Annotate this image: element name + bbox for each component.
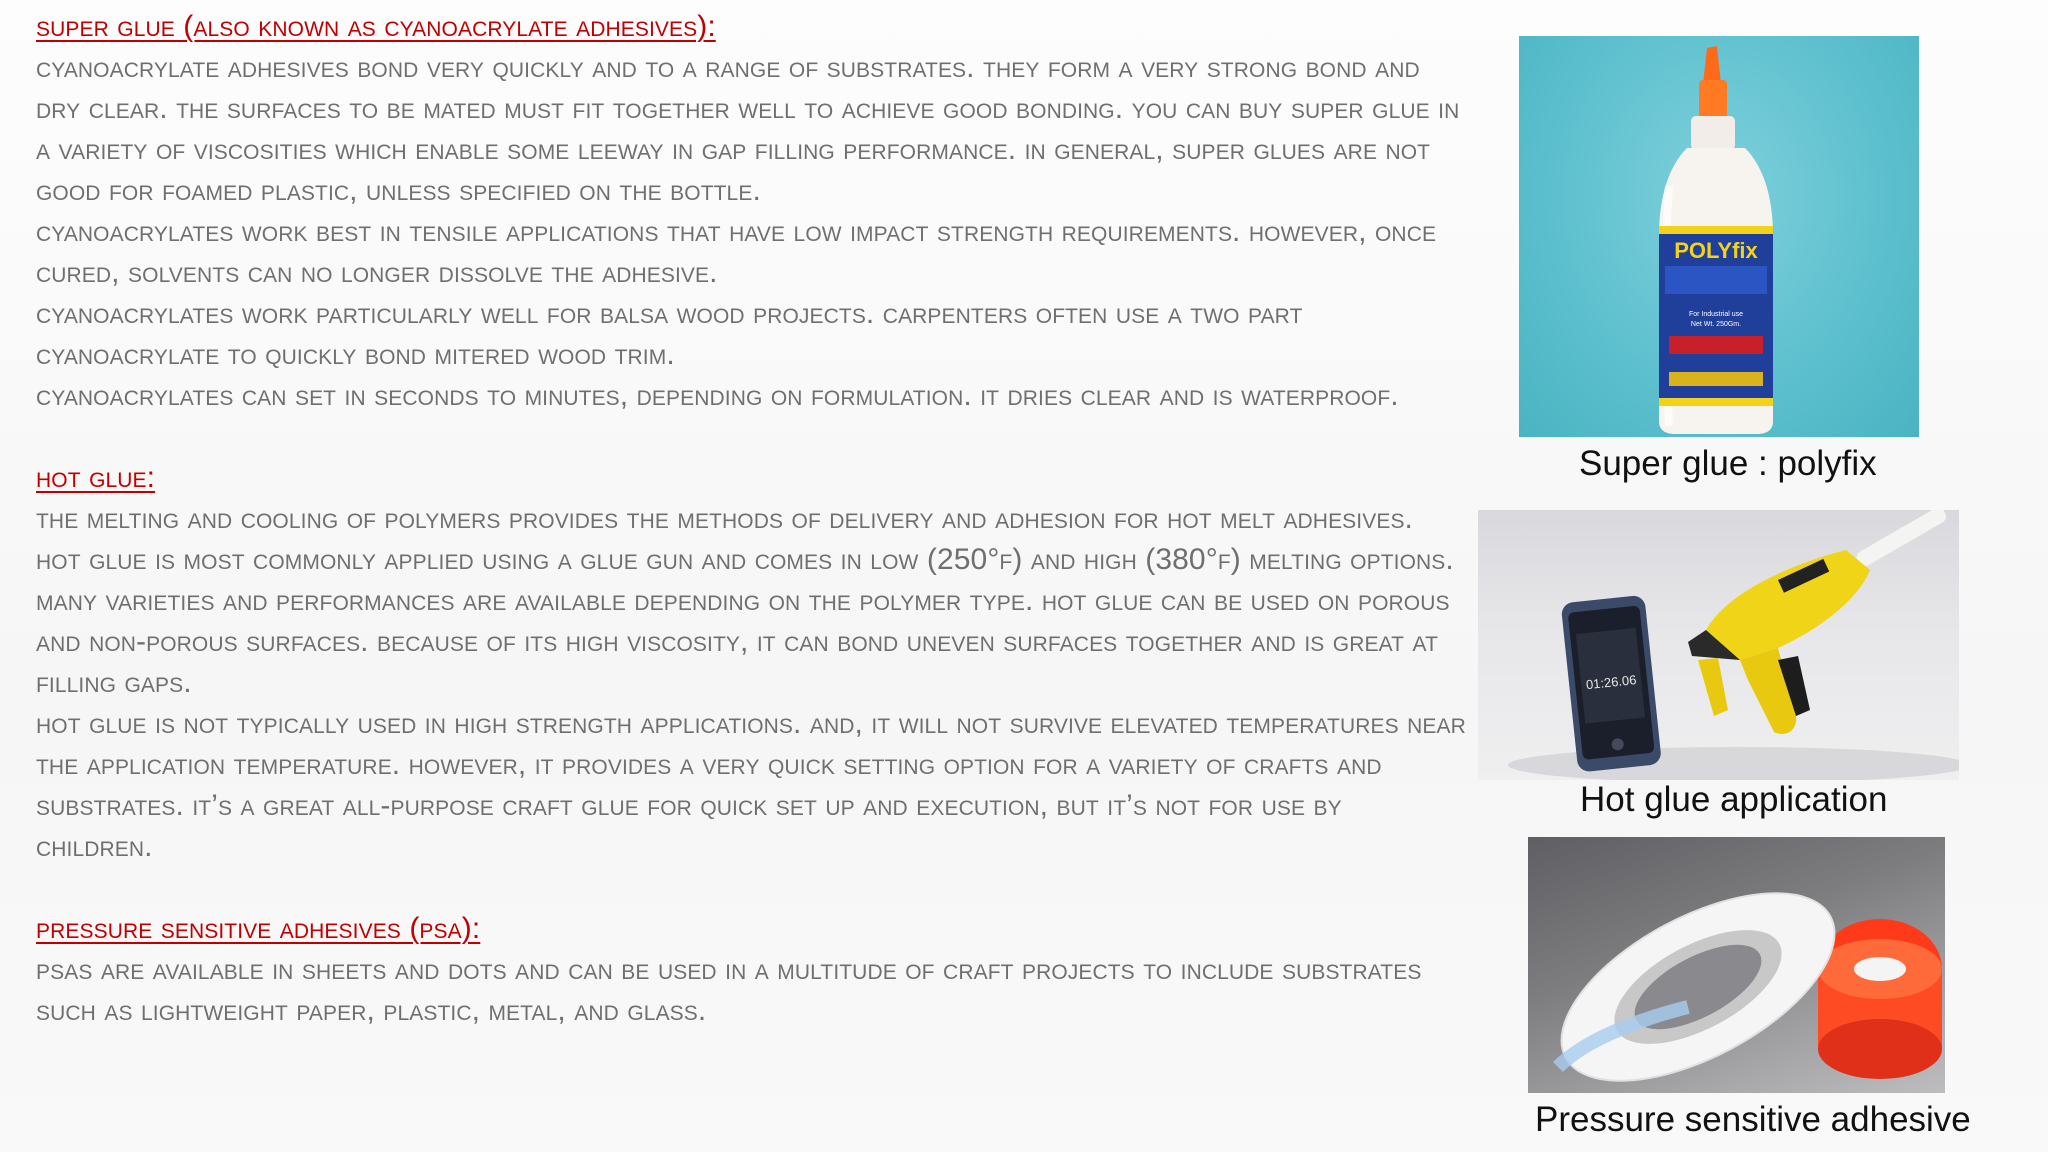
paragraph: cyanoacrylates work particularly well for balsa wood projects. carpenters often use a two part cyanoacrylate to quickly bond mitered wood trim. bbox=[36, 297, 1303, 371]
paragraph: the melting and cooling of polymers provides the methods of delivery and adhesion for hot melt adhesives. hot glue is most commonly applied using a glue gun and comes in low (250°f) and high (380°f) melting options. many varieties and performances are available depending on the polymer type. hot glue can be used on porous and non-porous surfaces. because of its high viscosity, it can bond uneven surfaces together and is great at filling gaps. bbox=[36, 502, 1454, 699]
tape-rolls-illustration bbox=[1528, 837, 1945, 1093]
bottle-brand-text: POLYfix bbox=[1674, 238, 1758, 263]
hot-glue-photo bbox=[1478, 510, 1959, 780]
paragraph: cyanoacrylate adhesives bond very quickly and to a range of substrates. they form a very strong bond and dry clear. the surfaces to be mated must fit together well to achieve good bonding. you can buy super glue in a variety of viscosities which enable some leeway in gap filling performance. in general, super glues are not good for foamed plastic, unless specified on the bottle. bbox=[36, 51, 1460, 207]
super-glue-photo bbox=[1519, 36, 1919, 437]
paragraph: cyanoacrylates can set in seconds to minutes, depending on formulation. it dries clear and is waterproof. bbox=[36, 379, 1399, 412]
section-heading: super glue (also known as cyanoacrylate adhesives): bbox=[36, 10, 716, 43]
hot-glue-caption: Hot glue application bbox=[1580, 780, 1888, 819]
super-glue-caption: Super glue : polyfix bbox=[1579, 444, 1877, 483]
paragraph: cyanoacrylates work best in tensile applications that have low impact strength requirements. however, once cured, solvents can no longer dissolve the adhesive. bbox=[36, 215, 1437, 289]
hot-glue-gun-illustration bbox=[1478, 510, 1959, 780]
bottle-label-text: For Industrial use bbox=[1688, 311, 1744, 318]
section-heading: hot glue: bbox=[36, 461, 156, 494]
phone-timer-text: 01:26.06 bbox=[1585, 672, 1638, 693]
section-psa bbox=[36, 908, 1466, 1031]
paragraph: psas are available in sheets and dots and can be used in a multitude of craft projects to include substrates such as lightweight paper, plastic, metal, and glass. bbox=[36, 953, 1422, 1027]
section-super-glue bbox=[36, 6, 1466, 416]
bottle-label-text: Net Wt. 250Gm. bbox=[1690, 321, 1742, 328]
paragraph: hot glue is not typically used in high strength applications. and, it will not survive elevated temperatures near the application temperature. however, it provides a very quick setting option for a variety of crafts and substrates. it’s a great all-purpose craft glue for quick set up and execution, but it’s not for use by children. bbox=[36, 707, 1466, 863]
section-heading: pressure sensitive adhesives (psa): bbox=[36, 912, 481, 945]
psa-caption: Pressure sensitive adhesive bbox=[1535, 1100, 1971, 1139]
section-hot-glue bbox=[36, 457, 1466, 867]
glue-bottle-illustration bbox=[1519, 36, 1919, 437]
text-column bbox=[36, 6, 1466, 1031]
psa-photo bbox=[1528, 837, 1945, 1093]
